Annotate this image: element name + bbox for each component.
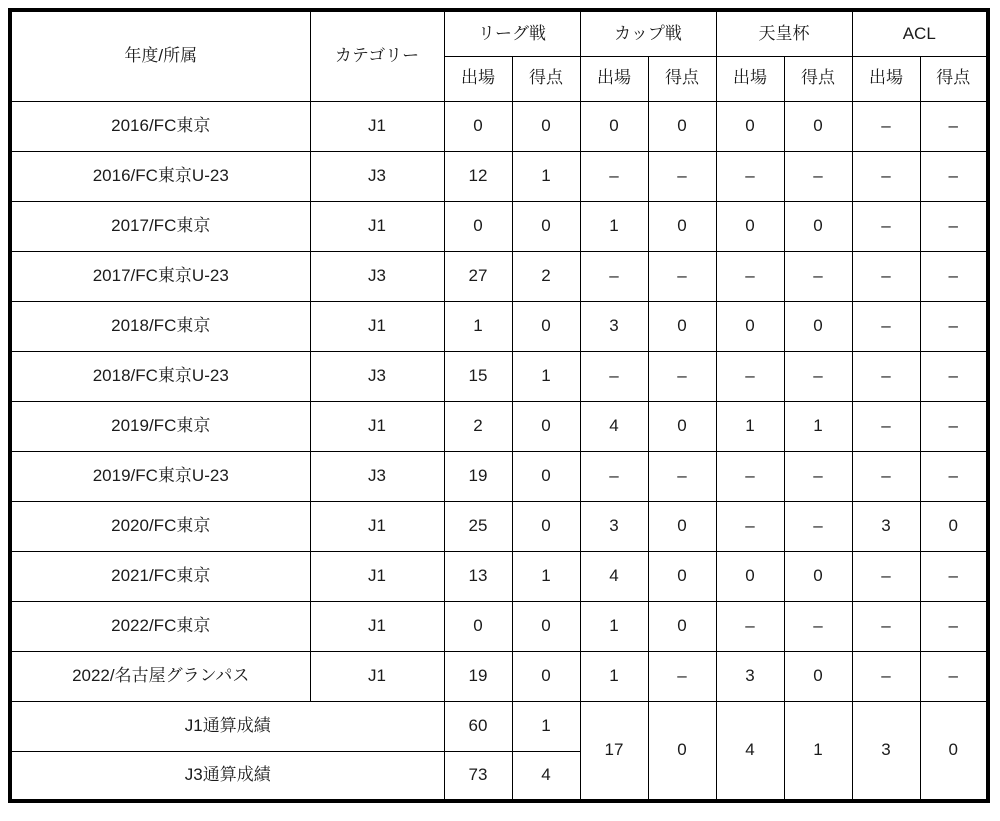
season-cell: 2017/FC東京U-23 bbox=[10, 251, 310, 301]
stat-cell: – bbox=[784, 151, 852, 201]
stat-cell: – bbox=[580, 151, 648, 201]
stat-cell: – bbox=[920, 301, 988, 351]
totals-j3-league-goals: 4 bbox=[512, 751, 580, 801]
stat-cell: 1 bbox=[580, 201, 648, 251]
stat-cell: 0 bbox=[784, 651, 852, 701]
season-cell: 2022/FC東京 bbox=[10, 601, 310, 651]
subheader-acl-apps: 出場 bbox=[852, 56, 920, 101]
table-row bbox=[10, 301, 988, 351]
category-cell: J1 bbox=[310, 501, 444, 551]
stat-cell: 1 bbox=[444, 301, 512, 351]
stat-cell: – bbox=[852, 551, 920, 601]
season-cell: 2022/名古屋グランパス bbox=[10, 651, 310, 701]
stat-cell: – bbox=[920, 551, 988, 601]
category-cell: J1 bbox=[310, 301, 444, 351]
season-cell: 2018/FC東京U-23 bbox=[10, 351, 310, 401]
stat-cell: 19 bbox=[444, 451, 512, 501]
stat-cell: 0 bbox=[444, 601, 512, 651]
stat-cell: 0 bbox=[784, 551, 852, 601]
totals-j1-league-apps: 60 bbox=[444, 701, 512, 751]
table-row bbox=[10, 101, 988, 151]
stat-cell: – bbox=[920, 651, 988, 701]
stat-cell: – bbox=[852, 451, 920, 501]
stat-cell: 2 bbox=[512, 251, 580, 301]
subheader-emperors-apps: 出場 bbox=[716, 56, 784, 101]
category-cell: J3 bbox=[310, 251, 444, 301]
stat-cell: 0 bbox=[920, 501, 988, 551]
table-row bbox=[10, 201, 988, 251]
totals-emperors-apps: 4 bbox=[716, 701, 784, 801]
category-cell: J1 bbox=[310, 201, 444, 251]
stat-cell: 3 bbox=[580, 501, 648, 551]
stat-cell: 0 bbox=[784, 301, 852, 351]
stat-cell: 0 bbox=[512, 101, 580, 151]
category-cell: J3 bbox=[310, 151, 444, 201]
col-header-category: カテゴリー bbox=[310, 10, 444, 101]
stat-cell: 2 bbox=[444, 401, 512, 451]
stat-cell: – bbox=[920, 201, 988, 251]
col-header-year-club: 年度/所属 bbox=[10, 10, 310, 101]
stat-cell: 0 bbox=[512, 401, 580, 451]
season-cell: 2019/FC東京 bbox=[10, 401, 310, 451]
table-row bbox=[10, 551, 988, 601]
col-header-acl: ACL bbox=[852, 10, 988, 56]
stat-cell: – bbox=[580, 251, 648, 301]
stat-cell: 0 bbox=[444, 101, 512, 151]
table-row bbox=[10, 251, 988, 301]
stat-cell: 12 bbox=[444, 151, 512, 201]
stat-cell: – bbox=[716, 501, 784, 551]
stat-cell: 13 bbox=[444, 551, 512, 601]
stat-cell: – bbox=[920, 101, 988, 151]
totals-label-j1: J1通算成績 bbox=[10, 701, 444, 751]
stat-cell: – bbox=[852, 601, 920, 651]
table-row bbox=[10, 151, 988, 201]
stat-cell: – bbox=[920, 451, 988, 501]
stat-cell: 0 bbox=[648, 401, 716, 451]
stat-cell: – bbox=[648, 651, 716, 701]
col-header-emperors-cup: 天皇杯 bbox=[716, 10, 852, 56]
stat-cell: 0 bbox=[648, 201, 716, 251]
stat-cell: – bbox=[648, 251, 716, 301]
stat-cell: 1 bbox=[580, 651, 648, 701]
stat-cell: – bbox=[920, 601, 988, 651]
stat-cell: – bbox=[852, 101, 920, 151]
totals-label-j3: J3通算成績 bbox=[10, 751, 444, 801]
stat-cell: 0 bbox=[648, 301, 716, 351]
stat-cell: 0 bbox=[716, 201, 784, 251]
season-cell: 2019/FC東京U-23 bbox=[10, 451, 310, 501]
category-cell: J1 bbox=[310, 401, 444, 451]
stat-cell: – bbox=[852, 651, 920, 701]
stat-cell: 1 bbox=[716, 401, 784, 451]
stat-cell: – bbox=[920, 151, 988, 201]
col-header-league: リーグ戦 bbox=[444, 10, 580, 56]
stat-cell: – bbox=[920, 351, 988, 401]
stat-cell: 3 bbox=[716, 651, 784, 701]
stat-cell: 0 bbox=[512, 451, 580, 501]
category-cell: J1 bbox=[310, 651, 444, 701]
stat-cell: – bbox=[852, 401, 920, 451]
stat-cell: 27 bbox=[444, 251, 512, 301]
stat-cell: – bbox=[784, 601, 852, 651]
stat-cell: 0 bbox=[444, 201, 512, 251]
stat-cell: 0 bbox=[716, 101, 784, 151]
season-cell: 2016/FC東京 bbox=[10, 101, 310, 151]
stat-cell: 4 bbox=[580, 551, 648, 601]
col-header-cup: カップ戦 bbox=[580, 10, 716, 56]
subheader-emperors-goals: 得点 bbox=[784, 56, 852, 101]
stat-cell: 0 bbox=[512, 651, 580, 701]
subheader-league-apps: 出場 bbox=[444, 56, 512, 101]
season-cell: 2020/FC東京 bbox=[10, 501, 310, 551]
stat-cell: 0 bbox=[512, 501, 580, 551]
career-stats-table bbox=[8, 8, 990, 803]
stat-cell: – bbox=[920, 251, 988, 301]
subheader-acl-goals: 得点 bbox=[920, 56, 988, 101]
stat-cell: – bbox=[852, 301, 920, 351]
totals-cup-goals: 0 bbox=[648, 701, 716, 801]
stat-cell: – bbox=[852, 251, 920, 301]
stat-cell: 1 bbox=[580, 601, 648, 651]
subheader-cup-goals: 得点 bbox=[648, 56, 716, 101]
category-cell: J3 bbox=[310, 351, 444, 401]
stat-cell: – bbox=[580, 351, 648, 401]
stat-cell: – bbox=[580, 451, 648, 501]
stat-cell: 19 bbox=[444, 651, 512, 701]
stat-cell: – bbox=[852, 351, 920, 401]
totals-rows bbox=[10, 701, 988, 801]
table-row bbox=[10, 601, 988, 651]
totals-acl-apps: 3 bbox=[852, 701, 920, 801]
stat-cell: – bbox=[784, 451, 852, 501]
totals-row-j1 bbox=[10, 701, 988, 751]
table-row bbox=[10, 351, 988, 401]
stat-cell: – bbox=[716, 351, 784, 401]
table-row bbox=[10, 651, 988, 701]
stat-cell: 25 bbox=[444, 501, 512, 551]
subheader-league-goals: 得点 bbox=[512, 56, 580, 101]
stat-cell: 1 bbox=[512, 151, 580, 201]
stat-cell: – bbox=[648, 451, 716, 501]
totals-emperors-goals: 1 bbox=[784, 701, 852, 801]
totals-j3-league-apps: 73 bbox=[444, 751, 512, 801]
stat-cell: – bbox=[852, 151, 920, 201]
stat-cell: – bbox=[716, 601, 784, 651]
stat-cell: – bbox=[648, 351, 716, 401]
stat-cell: – bbox=[920, 401, 988, 451]
stat-cell: 0 bbox=[512, 601, 580, 651]
stat-cell: – bbox=[852, 201, 920, 251]
table-row bbox=[10, 451, 988, 501]
stat-cell: 4 bbox=[580, 401, 648, 451]
stat-cell: – bbox=[784, 351, 852, 401]
season-cell: 2018/FC東京 bbox=[10, 301, 310, 351]
stat-cell: 0 bbox=[784, 101, 852, 151]
stat-cell: 0 bbox=[784, 201, 852, 251]
table-row bbox=[10, 501, 988, 551]
stat-cell: 0 bbox=[716, 301, 784, 351]
stat-cell: 0 bbox=[580, 101, 648, 151]
season-cell: 2017/FC東京 bbox=[10, 201, 310, 251]
totals-cup-apps: 17 bbox=[580, 701, 648, 801]
stat-cell: 0 bbox=[716, 551, 784, 601]
subheader-cup-apps: 出場 bbox=[580, 56, 648, 101]
stat-cell: 3 bbox=[852, 501, 920, 551]
stat-cell: – bbox=[648, 151, 716, 201]
stat-cell: 3 bbox=[580, 301, 648, 351]
stat-cell: 15 bbox=[444, 351, 512, 401]
stat-cell: 0 bbox=[648, 101, 716, 151]
stat-cell: 1 bbox=[512, 351, 580, 401]
stat-cell: – bbox=[716, 451, 784, 501]
stat-cell: 1 bbox=[784, 401, 852, 451]
header-row-groups bbox=[10, 10, 988, 56]
table-row bbox=[10, 401, 988, 451]
category-cell: J1 bbox=[310, 551, 444, 601]
stat-cell: 0 bbox=[648, 601, 716, 651]
category-cell: J1 bbox=[310, 101, 444, 151]
stat-cell: – bbox=[784, 251, 852, 301]
stat-cell: – bbox=[784, 501, 852, 551]
stat-cell: – bbox=[716, 151, 784, 201]
category-cell: J1 bbox=[310, 601, 444, 651]
stat-cell: 0 bbox=[512, 201, 580, 251]
category-cell: J3 bbox=[310, 451, 444, 501]
totals-acl-goals: 0 bbox=[920, 701, 988, 801]
season-cell: 2016/FC東京U-23 bbox=[10, 151, 310, 201]
stat-cell: 1 bbox=[512, 551, 580, 601]
stat-cell: – bbox=[716, 251, 784, 301]
totals-j1-league-goals: 1 bbox=[512, 701, 580, 751]
stat-cell: 0 bbox=[512, 301, 580, 351]
stat-cell: 0 bbox=[648, 501, 716, 551]
season-cell: 2021/FC東京 bbox=[10, 551, 310, 601]
stat-cell: 0 bbox=[648, 551, 716, 601]
season-rows bbox=[10, 101, 988, 701]
